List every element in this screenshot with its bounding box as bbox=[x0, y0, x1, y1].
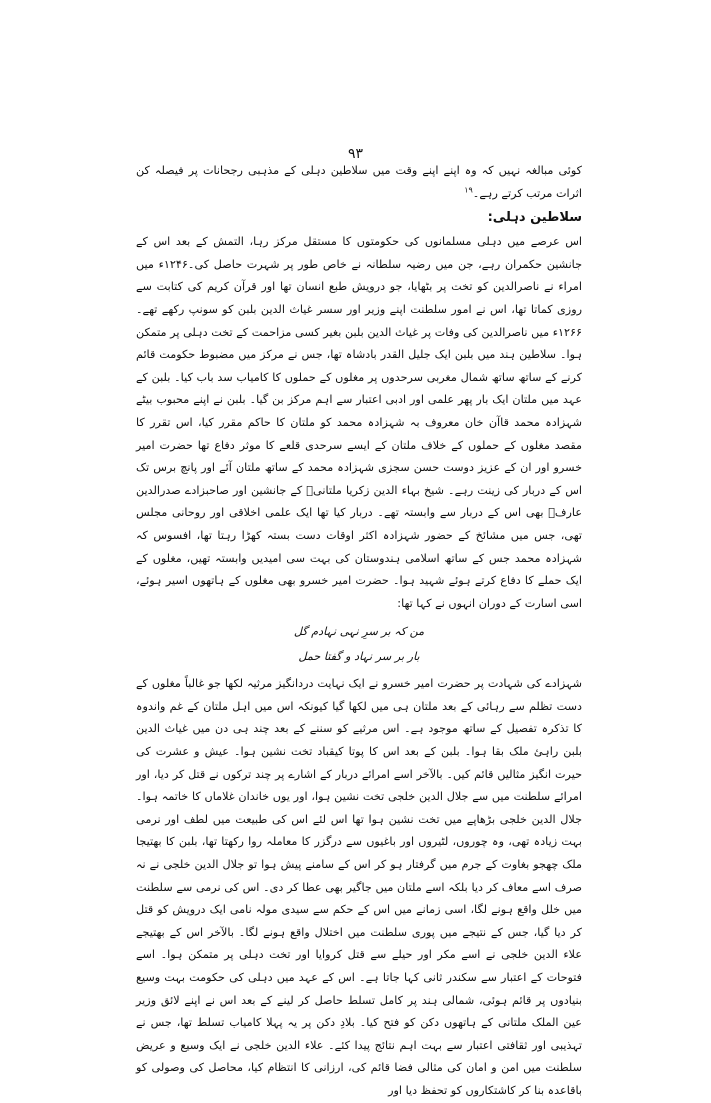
verse-line-1: من کہ بر سرِ نہی نہادم گل bbox=[293, 625, 425, 639]
page-body bbox=[136, 160, 582, 1103]
section-heading: سلاطین دہلی: bbox=[487, 210, 582, 226]
footnote-marker: ۱۹ bbox=[464, 184, 473, 194]
page-number: ۹۳ bbox=[347, 146, 364, 162]
intro-text: کوئی مبالغہ نہیں کہ وہ اپنے اپنے وقت میں سلاطین دہلی کے مذہبی رجحانات پر فیصلہ کن اثرات مرتب کرتے رہے۔ bbox=[136, 164, 582, 200]
verse-line-2: بار بر سر نہاد و گفتا حمل bbox=[298, 650, 420, 664]
body-paragraph-1: اس عرصے میں دہلی مسلمانوں کی حکومتوں کا مستقل مرکز رہا، التمش کے بعد اس کے جانشین حکمران رہے، جن میں رضیہ سلطانہ نے خاص طور پر شہرت حاصل کی۔۱۲۴۶ء میں امراء نے ناصرالدین کو تخت پر بٹھایا، جو درویش طبع انسان تھا اور قرآن کریم کی کتابت سے روزی کماتا تھا، اس نے امور سلطنت اپنے وزیر اور سسر غیاث الدین بلبن کو سونپ رکھے تھے۔۱۲۶۶ء میں ناصرالدین کی وفات پر غیاث الدین بلبن بغیر کسی مزاحمت کے تخت دہلی پر متمکن ہوا۔ سلاطین ہند میں بلبن ایک جلیل القدر بادشاہ تھا، جس نے مرکز میں مضبوط حکومت قائم کرنے کے ساتھ ساتھ شمال مغربی سرحدوں پر مغلوں کے حملوں کا کامیاب سد باب کیا۔ بلبن کے عہد میں ملتان ایک بار پھر علمی اور ادبی اعتبار سے اہم مرکز بن گیا۔ بلبن نے اپنے محبوب بیٹے شہزادہ محمد قاآن خان معروف بہ شہزادہ محمد کو ملتان کا حاکم مقرر کیا، اس تقرر کا مقصد مغلوں کے حملوں کے خلاف ملتان کے ایسے سرحدی قلعے کا موثر دفاع تھا حضرت امیر خسرو اور ان کے عزیز دوست حسن سجزی شہزادہ محمد کے ساتھ ملتان آئے اور پانچ برس تک اس کے دربار کی زینت رہے۔ شیخ بہاء الدین زکریا ملتانیؒ کے جانشین اور صاحبزادے صدرالدین عارفؒ بھی اس کے دربار سے وابستہ تھے۔ دربار کیا تھا ایک علمی اخلاقی اور روحانی مجلس تھی، جس میں مشائخ کے حضور شہزادہ اکثر اوقات دست بستہ کھڑا رہتا تھا، افسوس کہ شہزادہ محمد جس کے ساتھ اسلامی ہندوستان کی بہت سی امیدیں وابستہ تھیں، مغلوں کے ایک حملے کا دفاع کرتے ہوئے شہید ہوا۔ حضرت امیر خسرو بھی مغلوں کے ہاتھوں اسیر ہوئے، اسی اسارت کے دوران انہوں نے کہا تھا: bbox=[136, 235, 583, 610]
intro-paragraph bbox=[136, 160, 582, 205]
body-paragraph-2: شہزادے کی شہادت پر حضرت امیر خسرو نے ایک نہایت دردانگیز مرثیہ لکھا جو غالباً مغلوں کے دست تظلم سے رہائی کے بعد ملتان ہی میں لکھا گیا کیونکہ اس میں اہل ملتان کے غم واندوہ کا تذکرہ تفصیل کے ساتھ موجود ہے۔ اس مرثیے کو سننے کے بعد چند ہی دن میں غیاث الدین بلبن راہیٔ ملک بقا ہوا۔ بلبن کے بعد اس کا پوتا کیقباد تخت نشین ہوا۔ عیش و عشرت کی حیرت انگیز مثالیں قائم کیں۔ بالآخر اسے امرائے دربار کے اشارے پر چند ترکوں نے قتل کر دیا، اور امرائے سلطنت میں سے جلال الدین خلجی تخت نشین ہوا، اور یوں خاندان غلاماں کا خاتمہ ہوا۔ جلال الدین خلجی بڑھاپے میں تخت نشین ہوا تھا اس لئے اس کی طبیعت میں لطف اور نرمی بہت زیادہ تھی، وہ چوروں، لٹیروں اور باغیوں سے درگزر کا معاملہ روا رکھتا تھا، بلبن کا بھتیجا ملک چھجو بغاوت کے جرم میں گرفتار ہو کر اس کے سامنے پیش ہوا تو جلال الدین خلجی نے نہ صرف اسے معاف کر دیا بلکہ اسے ملتان میں جاگیر بھی عطا کر دی۔ اس کی نرمی سے سلطنت میں خلل واقع ہونے لگا، اسی زمانے میں اس کے حکم سے سیدی مولہ نامی ایک درویش کو قتل کر دیا گیا، جس کے نتیجے میں پوری سلطنت میں اختلال واقع ہونے لگا۔ بالآخر اس کے بھتیجے علاء الدین خلجی نے اسے مکر اور حیلے سے قتل کروایا اور تخت دہلی پر متمکن ہوا۔ اسے فتوحات کے اعتبار سے سکندر ثانی کہا جاتا ہے۔ اس کے عہد میں دہلی کی حکومت بہت وسیع بنیادوں پر قائم ہوئی، شمالی ہند پر کامل تسلط حاصل کر لینے کے بعد اس نے اپنے لائق وزیر عین الملک ملتانی کے ہاتھوں دکن کو فتح کیا۔ بلادِ دکن پر یہ پہلا کامیاب تسلط تھا، جس نے تہذیبی اور ثقافتی اعتبار سے بہت اہم نتائج پیدا کئے۔ علاء الدین خلجی نے ایک وسیع و عریض سلطنت میں امن و امان کی مثالی فضا قائم کی، ارزانی کا انتظام کیا، محاصل کی وصولی کو باقاعدہ بنا کر کاشتکاروں کو تحفظ دیا اور bbox=[136, 677, 582, 1097]
